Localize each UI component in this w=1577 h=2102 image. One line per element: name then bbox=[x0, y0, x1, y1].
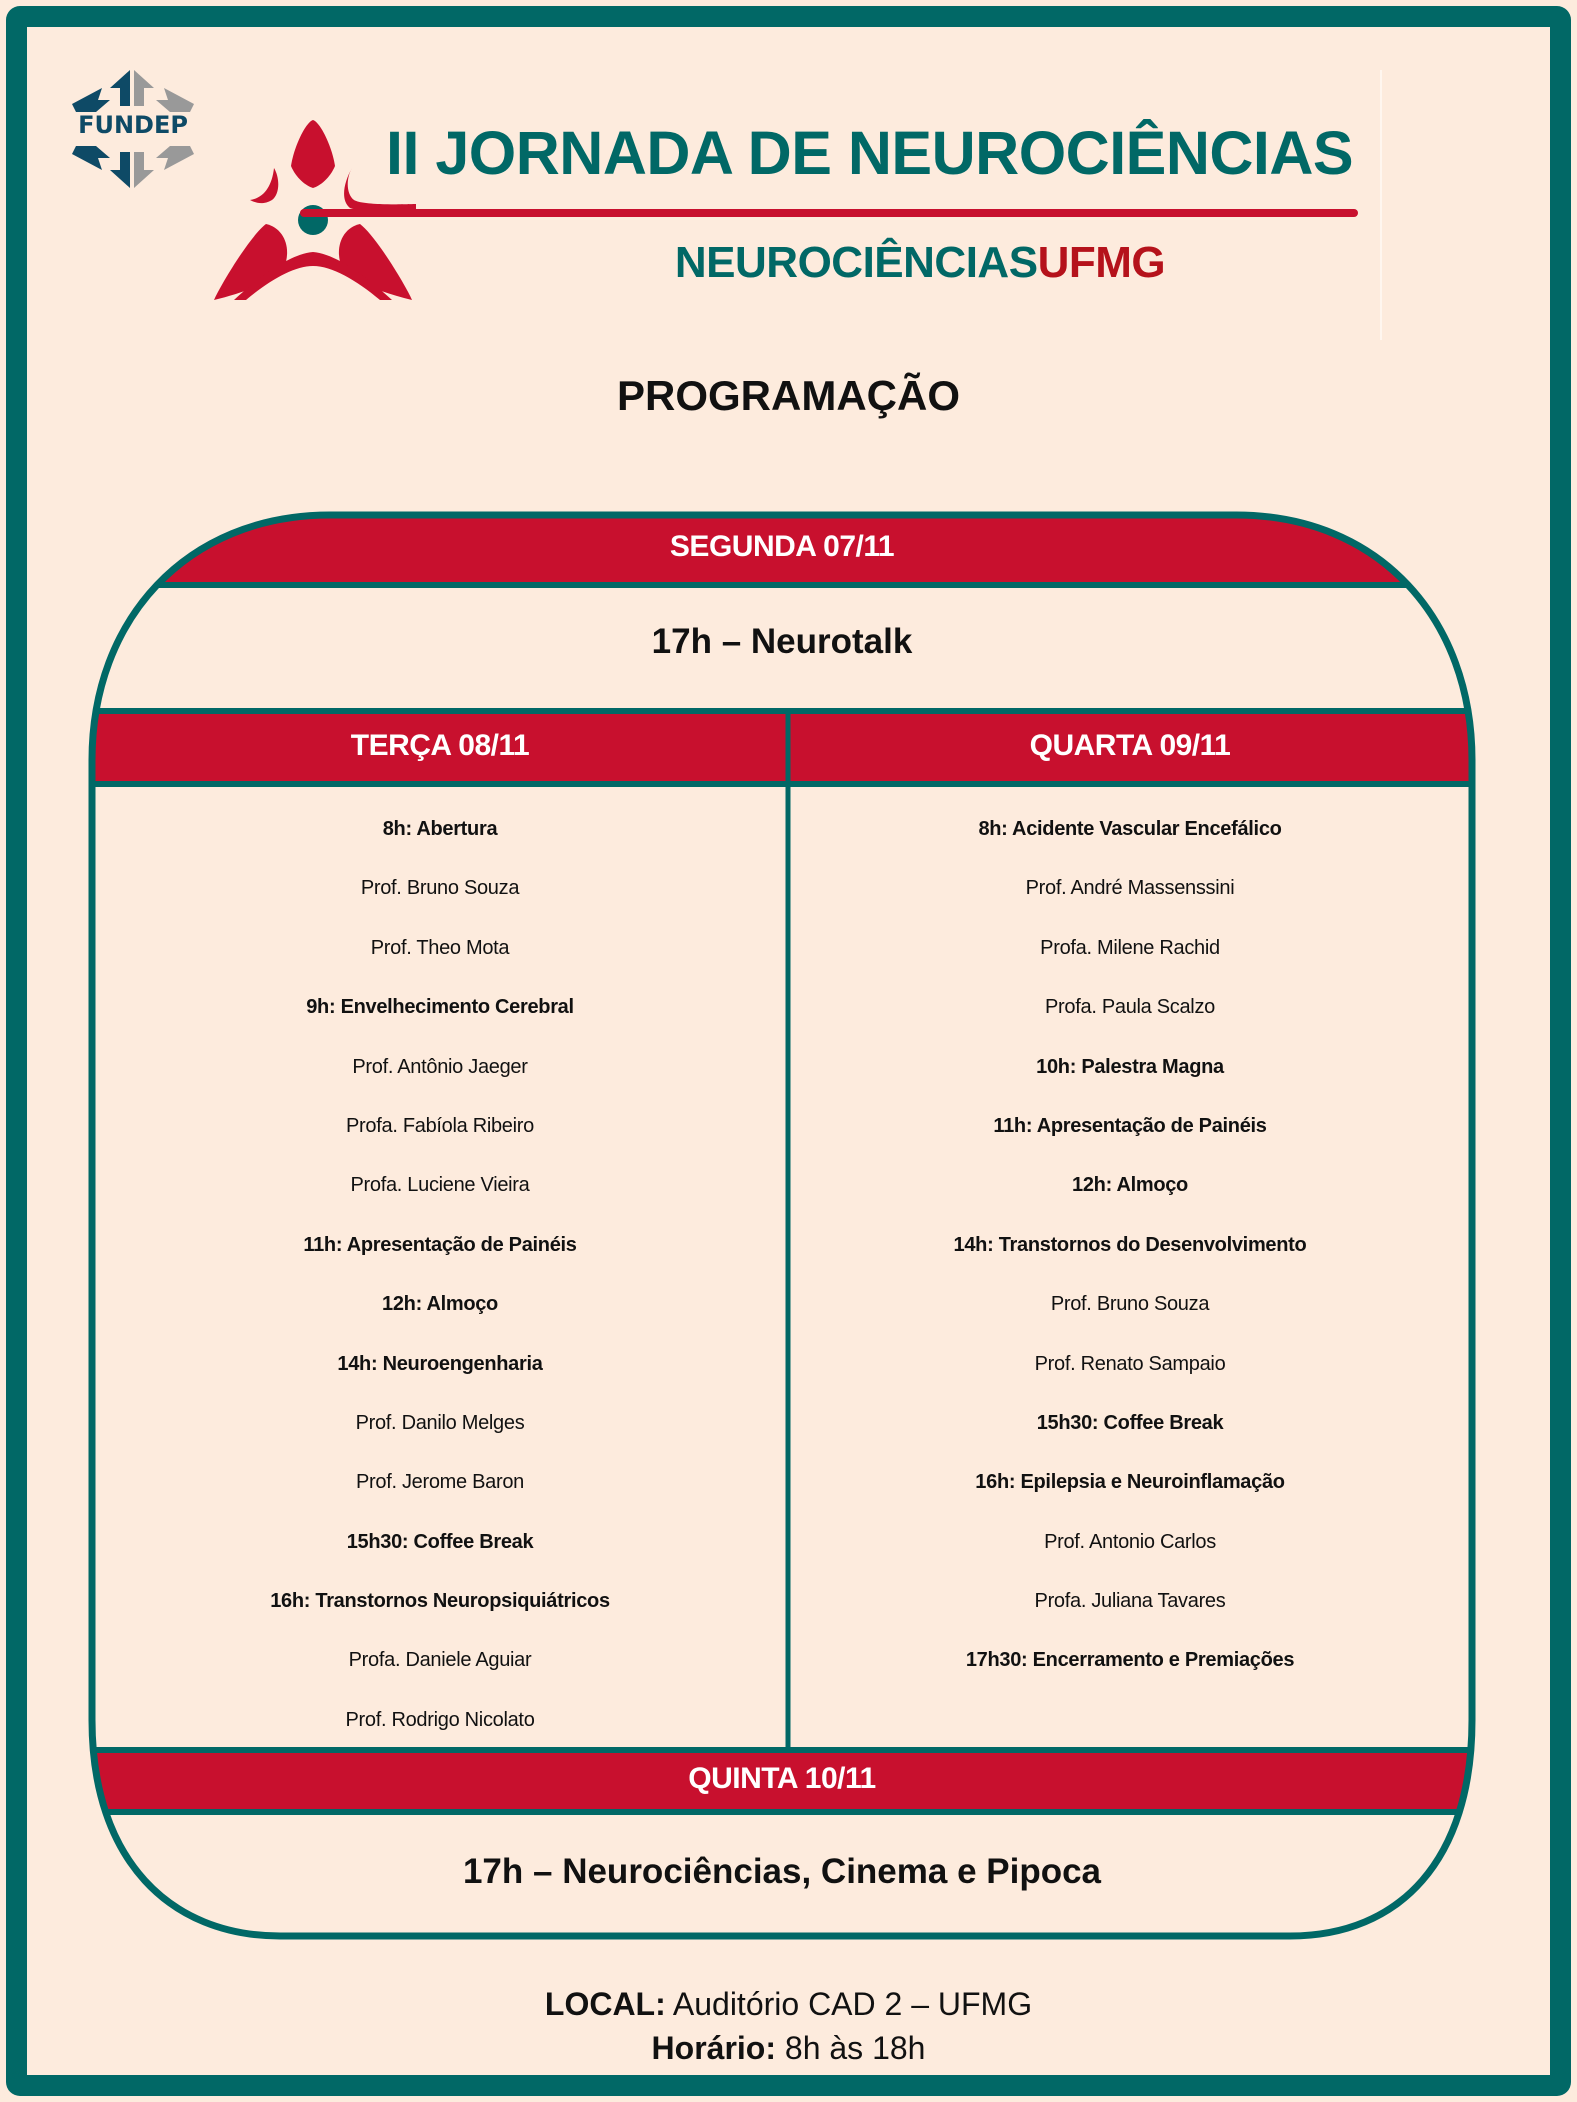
schedule-session: 9h: Envelhecimento Cerebral bbox=[306, 996, 574, 1019]
schedule-speaker: Profa. Daniele Aguiar bbox=[348, 1649, 532, 1672]
hours-value: 8h às 18h bbox=[776, 2030, 926, 2066]
schedule-speaker: Profa. Paula Scalzo bbox=[1045, 996, 1215, 1019]
schedule-speaker: Profa. Fabíola Ribeiro bbox=[346, 1114, 534, 1137]
schedule-speaker: Prof. Theo Mota bbox=[370, 936, 510, 959]
event-title: II JORNADA DE NEUROCIÊNCIAS bbox=[386, 119, 1354, 187]
location-label: LOCAL: bbox=[544, 1986, 666, 2022]
schedule-speaker: Prof. André Massenssini bbox=[1025, 877, 1235, 900]
page-heading: PROGRAMAÇÃO bbox=[617, 372, 960, 419]
schedule-speaker: Prof. Bruno Souza bbox=[360, 877, 520, 900]
schedule-session: 15h30: Coffee Break bbox=[1036, 1411, 1224, 1434]
wednesday-schedule bbox=[788, 800, 1472, 1691]
schedule-speaker: Prof. Bruno Souza bbox=[1050, 1293, 1210, 1316]
wednesday-label: QUARTA 09/11 bbox=[1029, 729, 1231, 762]
schedule-speaker: Prof. Danilo Melges bbox=[355, 1411, 525, 1434]
monday-label: SEGUNDA 07/11 bbox=[669, 530, 895, 563]
schedule-session: 16h: Transtornos Neuropsiquiátricos bbox=[270, 1590, 610, 1613]
thursday-label: QUINTA 10/11 bbox=[688, 1762, 876, 1795]
subtitle-main: NEUROCIÊNCIAS bbox=[674, 238, 1038, 287]
location-value: Auditório CAD 2 – UFMG bbox=[665, 1986, 1033, 2022]
schedule-session: 12h: Almoço bbox=[382, 1293, 498, 1316]
schedule-session: 8h: Abertura bbox=[382, 818, 498, 840]
schedule-speaker: Prof. Antônio Jaeger bbox=[352, 1055, 528, 1078]
schedule-session: 14h: Neuroengenharia bbox=[337, 1352, 543, 1375]
schedule-session: 12h: Almoço bbox=[1072, 1174, 1188, 1197]
schedule-session: 8h: Acidente Vascular Encefálico bbox=[978, 818, 1282, 840]
schedule-speaker: Prof. Rodrigo Nicolato bbox=[345, 1708, 535, 1731]
hours-line bbox=[0, 2030, 1577, 2067]
schedule-speaker: Profa. Milene Rachid bbox=[1040, 936, 1220, 959]
monday-event: 17h – Neurotalk bbox=[651, 622, 913, 661]
thursday-event: 17h – Neurociências, Cinema e Pipoca bbox=[462, 1852, 1102, 1891]
schedule-session: 11h: Apresentação de Painéis bbox=[303, 1233, 577, 1256]
schedule-speaker: Prof. Antonio Carlos bbox=[1044, 1530, 1216, 1553]
schedule-session: 11h: Apresentação de Painéis bbox=[993, 1114, 1267, 1137]
schedule-session: 10h: Palestra Magna bbox=[1036, 1055, 1224, 1078]
tuesday-schedule bbox=[92, 800, 788, 1750]
subtitle-accent: UFMG bbox=[1037, 238, 1166, 287]
schedule-speaker: Prof. Jerome Baron bbox=[355, 1471, 524, 1494]
schedule-session: 14h: Transtornos do Desenvolvimento bbox=[953, 1233, 1307, 1256]
fundep-logo-text: FUNDEP bbox=[78, 111, 188, 139]
schedule-session: 17h30: Encerramento e Premiações bbox=[965, 1649, 1295, 1672]
schedule-session: 15h30: Coffee Break bbox=[346, 1530, 534, 1553]
tuesday-label: TERÇA 08/11 bbox=[350, 729, 530, 762]
schedule-speaker: Prof. Renato Sampaio bbox=[1034, 1352, 1226, 1375]
hours-label: Horário: bbox=[651, 2030, 776, 2066]
schedule-session: 16h: Epilepsia e Neuroinflamação bbox=[975, 1471, 1285, 1494]
location-line bbox=[0, 1986, 1577, 2023]
schedule-speaker: Profa. Luciene Vieira bbox=[350, 1174, 530, 1197]
schedule-speaker: Profa. Juliana Tavares bbox=[1034, 1590, 1226, 1613]
